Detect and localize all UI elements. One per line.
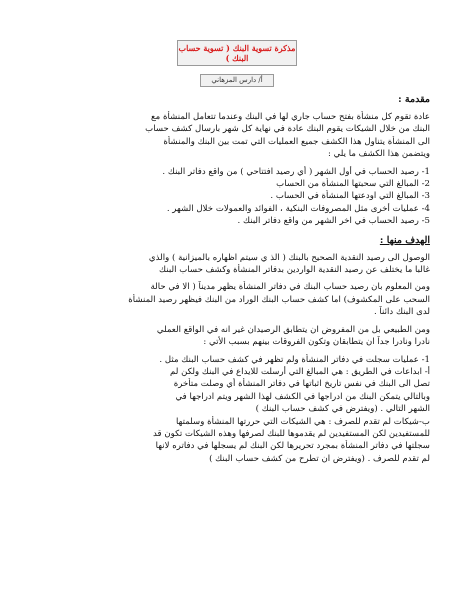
list-item: تصل الى البنك في نفس تاريخ اثباتها في دفاتر المنشأة أي وصلت متأخرة — [173, 379, 430, 390]
intro-paragraph — [44, 111, 430, 161]
list-item: 2- المبالغ التي سحبتها المنشأة من الحساب — [276, 179, 430, 190]
goal-paragraph-2 — [44, 281, 430, 318]
goal-paragraph-1 — [44, 252, 430, 277]
list-item: أ- ابداعات في الطريق : هي المبالغ التي أرسلت للايداع في البنك ولكن لم — [170, 366, 430, 377]
paragraph-line: غالبا ما يختلف عن رصيد النقدية الواردين بدفاتر المنشأة وكشف حساب البنك — [159, 265, 430, 276]
document-title: مذكرة تسوية البنك ( تسوية حساب البنك ) — [177, 40, 297, 66]
goal-paragraph-3 — [44, 324, 430, 349]
list-item: 4- عمليات أخرى مثل المصروفات البنكية ، الفوائد والعمولات خلال الشهر . — [166, 203, 430, 214]
list-item: 1- رصيد الحساب في أول الشهر ( أي رصيد افتتاحي ) من واقع دفاتر البنك . — [162, 166, 430, 177]
list-item: وبالتالي يتمكن البنك من ادراجها في الكشف لهذا الشهر ويتم ادراجها في — [175, 391, 430, 402]
reasons-list — [44, 354, 430, 466]
list-item: سجلتها في دفاتر المنشأة بمجرد تحريرها لكن البنك لم يسجلها في دفاتره لانها — [155, 441, 430, 452]
intro-line: الى المنشأة يتناول هذا الكشف جميع العمليات التي تمت بين البنك والمنشأة — [163, 136, 430, 147]
list-item: للمستفيدين لكن المستفيدين لم يقدموها للبنك لصرفها وهذه الشيكات تكون قد — [152, 428, 430, 439]
goal-heading: الهدف منها : — [379, 234, 430, 246]
author-name: أ/ دارس المزهاني — [200, 74, 274, 87]
intro-line: عادة تقوم كل منشأة بفتح حساب جاري لها في البنك وعندما تتعامل المنشأة مع — [151, 112, 430, 122]
paragraph-line: السحب على المكشوف) اما كشف حساب البنك الوراد من البنك فيظهر رصيد المنشأة — [128, 294, 430, 305]
paragraph-line: لدى البنك دائناً . — [373, 307, 430, 318]
intro-heading: مقدمة : — [398, 94, 430, 105]
list-item: 1- عمليات سجلت في دفاتر المنشأة ولم تظهر في كشف حساب البنك مثل . — [159, 354, 430, 365]
paragraph-line: الوصول الى رصيد النقدية الصحيح بالبنك ( الذ ي سيتم اظهاره بالميزانية ) والذي — [148, 252, 430, 263]
list-item: لم تقدم للصرف . (ويفترض ان تطرح من كشف حساب البنك ) — [209, 453, 430, 464]
intro-line: البنك من خلال الشيكات يقوم البنك عادة في نهاية كل شهر بارسال كشف حساب — [145, 124, 430, 135]
paragraph-line: نادرا ونادرا جداً ان يتطابقان وتكون الفروقات بينهم بسبب الأتي : — [203, 337, 430, 348]
statement-contents-list — [44, 166, 430, 228]
paragraph-line: ومن المعلوم بان رصيد حساب البنك في دفاتر المنشأة يظهر مديناً ( الا في حالة — [150, 282, 430, 293]
list-item: ب-شيكات لم تقدم للصرف : هي الشيكات التي حررتها المنشأة وسلمتها — [176, 416, 430, 427]
intro-line: ويتضمن هذا الكشف ما يلي : — [327, 149, 430, 160]
paragraph-line: ومن الطبيعي بل من المفروض ان يتطابق الرصيدان غير انه في الواقع العملي — [156, 324, 430, 335]
list-item: الشهر التالي . (ويفترض في كشف حساب البنك ) — [255, 404, 430, 415]
list-item: 5- رصيد الحساب في اخر الشهر من واقع دفاتر البنك . — [237, 216, 430, 227]
list-item: 3- المبالغ التي اودعتها المنشأة في الحساب . — [270, 191, 430, 202]
